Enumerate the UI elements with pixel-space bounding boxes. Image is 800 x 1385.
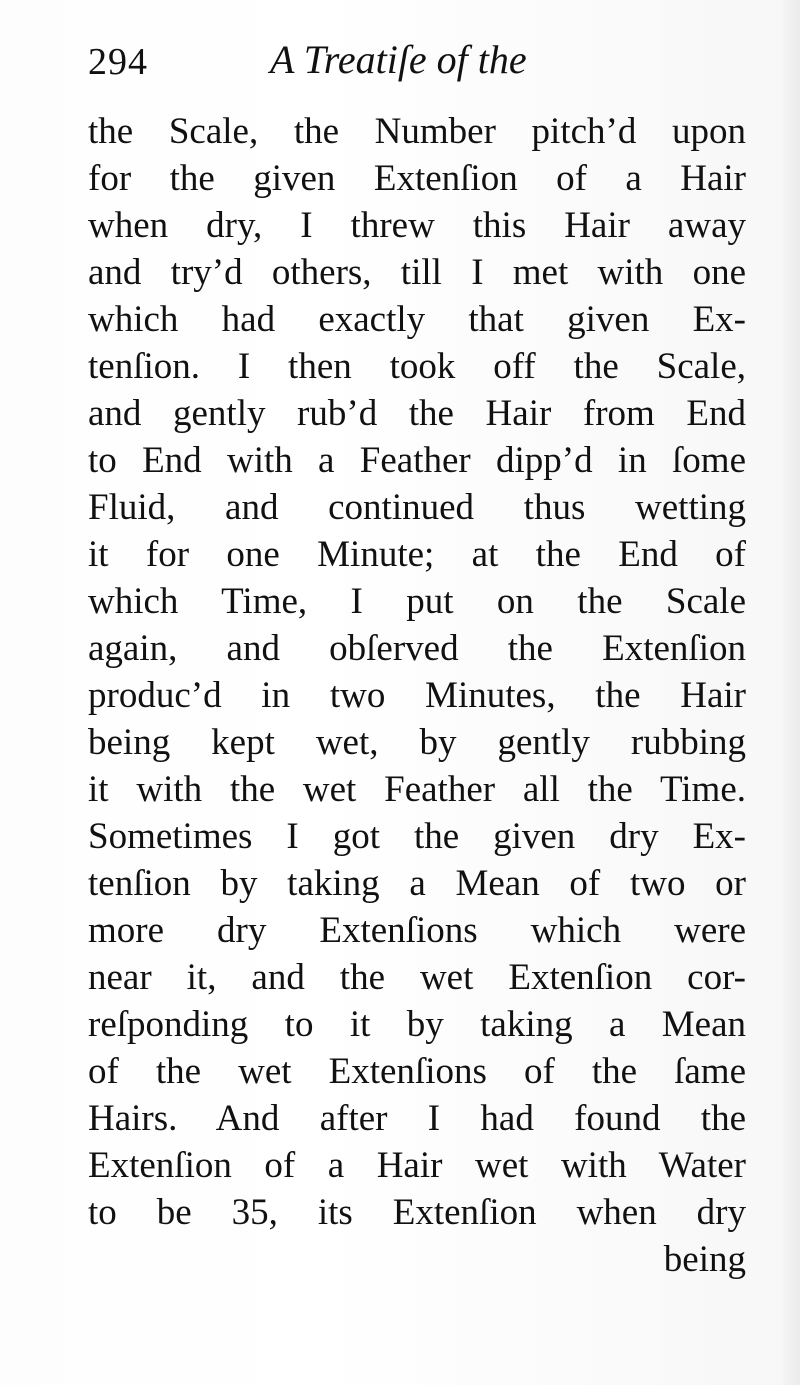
text-line: which Time, I put on the Scale	[88, 581, 746, 622]
text-line: reſponding to it by taking a Mean	[88, 1004, 746, 1045]
text-line: which had exactly that given Ex-	[88, 299, 746, 340]
text-line: and gently rub’d the Hair from End	[88, 393, 746, 434]
text-line: Hairs. And after I had found the	[88, 1098, 746, 1139]
page-number: 294	[88, 41, 148, 83]
body-text	[88, 108, 746, 1283]
text-line: more dry Extenſions which were	[88, 910, 746, 951]
catchword: being	[663, 1239, 746, 1280]
text-line: again, and obſerved the Extenſion	[88, 628, 746, 669]
text-line: tenſion. I then took off the Scale,	[88, 346, 746, 387]
text-line: Fluid, and continued thus wetting	[88, 487, 746, 528]
text-line: being kept wet, by gently rubbing	[88, 722, 746, 763]
text-line: tenſion by taking a Mean of two or	[88, 863, 746, 904]
page-header	[88, 37, 768, 100]
text-line: when dry, I threw this Hair away	[88, 205, 746, 246]
text-line: the Scale, the Number pitch’d upon	[88, 111, 746, 152]
text-line: and try’d others, till I met with one	[88, 252, 746, 293]
text-line: Extenſion of a Hair wet with Water	[88, 1145, 746, 1186]
text-line: it with the wet Feather all the Time.	[88, 769, 746, 810]
text-line: to End with a Feather dipp’d in ſome	[88, 440, 746, 481]
running-head: A Treatiſe of the	[270, 37, 527, 82]
text-line: it for one Minute; at the End of	[88, 534, 746, 575]
text-line: produc’d in two Minutes, the Hair	[88, 675, 746, 716]
page-edge-shadow	[780, 0, 800, 1385]
text-line: of the wet Extenſions of the ſame	[88, 1051, 746, 1092]
text-line: for the given Extenſion of a Hair	[88, 158, 746, 199]
text-line: near it, and the wet Extenſion cor-	[88, 957, 746, 998]
text-line: to be 35, its Extenſion when dry	[88, 1192, 746, 1233]
text-line: Sometimes I got the given dry Ex-	[88, 816, 746, 857]
